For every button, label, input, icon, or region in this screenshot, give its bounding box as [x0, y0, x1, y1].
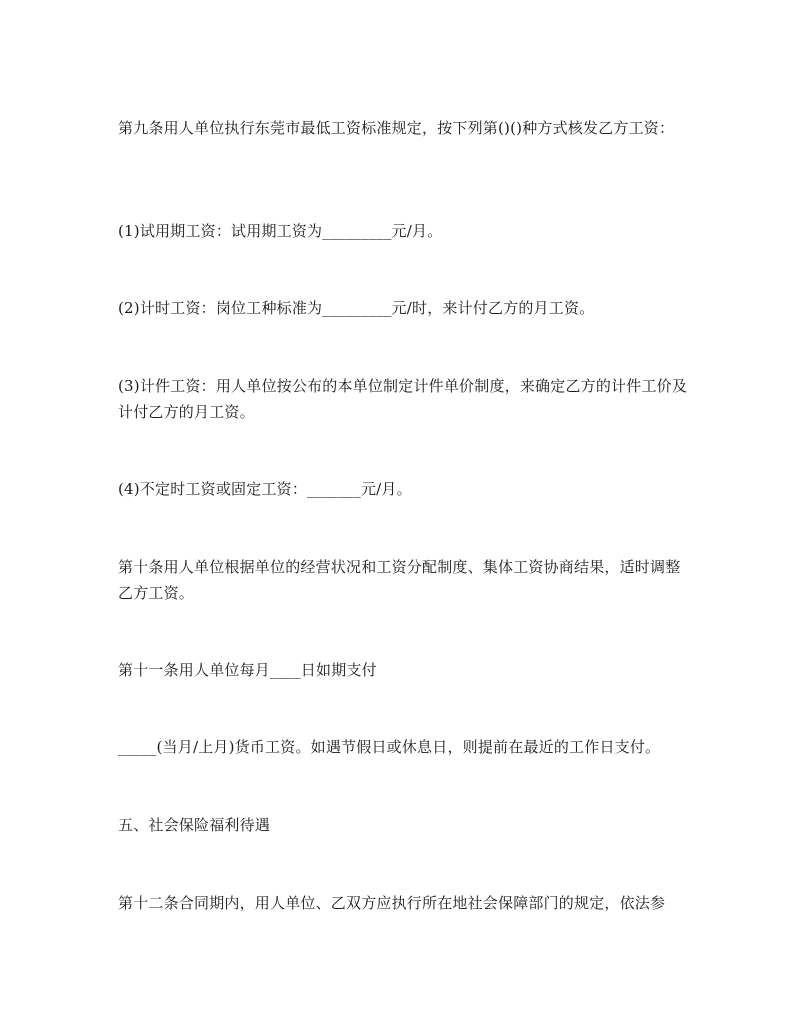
paragraph-payment-terms: _____(当月/上月)货币工资。如遇节假日或休息日，则提前在最近的工作日支付。 [118, 738, 661, 756]
paragraph-article-11: 第十一条用人单位每月____日如期支付 [118, 661, 377, 679]
paragraph-probation-wage: (1)试用期工资：试用期工资为_________元/月。 [118, 222, 443, 240]
section-heading-social-insurance: 五、社会保险福利待遇 [118, 816, 271, 834]
paragraph-fixed-wage: (4)不定时工资或固定工资：_______元/月。 [118, 480, 412, 498]
paragraph-article-10: 第十条用人单位根据单位的经营状况和工资分配制度、集体工资协商结果，适时调整乙方工资。 [118, 558, 681, 602]
paragraph-piece-rate-wage: (3)计件工资：用人单位按公布的本单位制定计件单价制度，来确定乙方的计件工价及计付乙方的月工资。 [118, 377, 688, 421]
paragraph-article-12: 第十二条合同期内，用人单位、乙双方应执行所在地社会保障部门的规定，依法参 [118, 894, 666, 912]
paragraph-hourly-wage: (2)计时工资：岗位工种标准为_________元/时，来计付乙方的月工资。 [118, 299, 595, 317]
paragraph-article-9: 第九条用人单位执行东莞市最低工资标准规定，按下列第()()种方式核发乙方工资： [118, 119, 675, 137]
